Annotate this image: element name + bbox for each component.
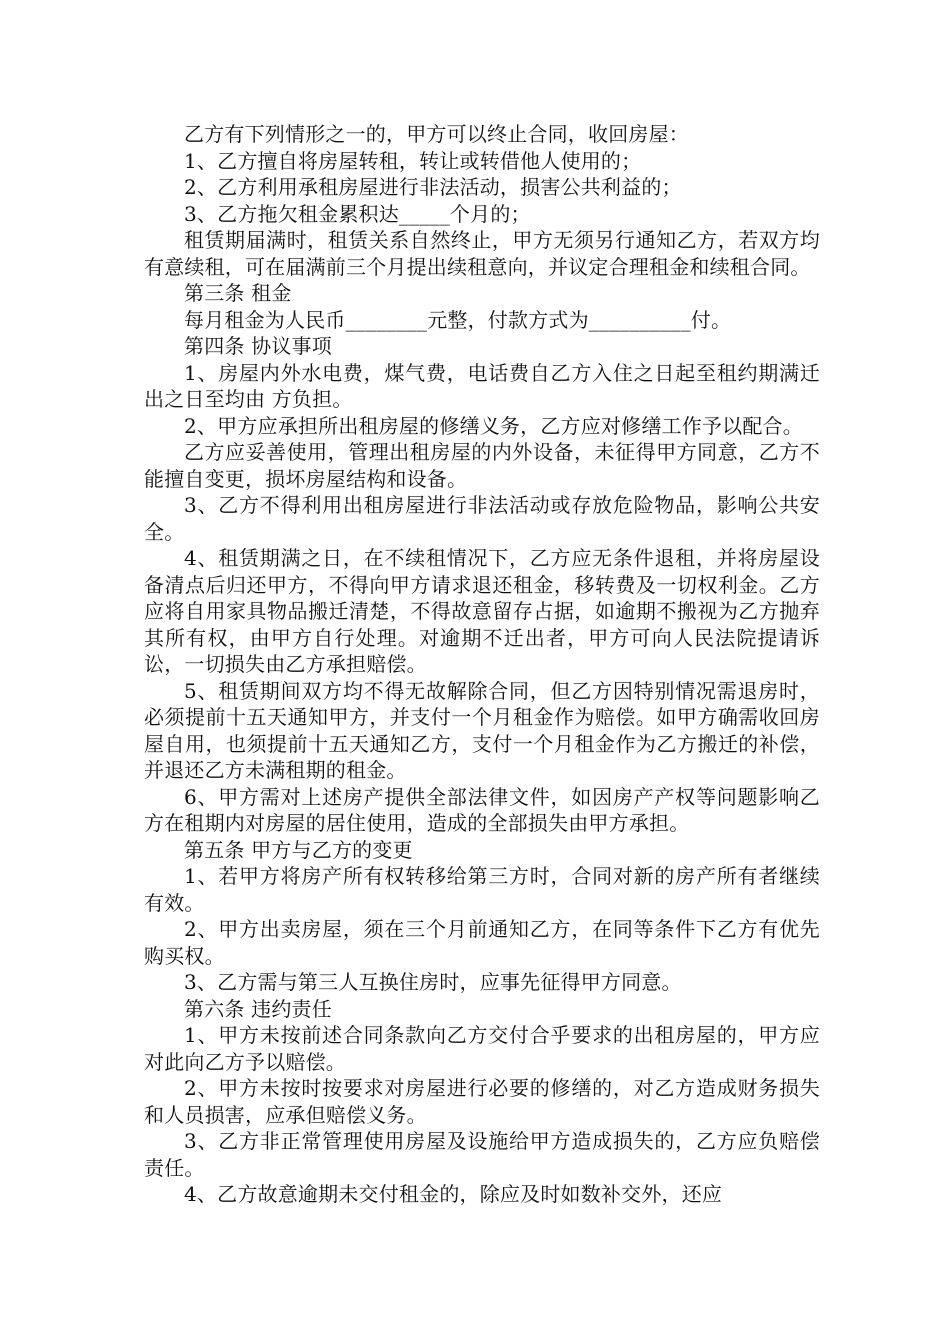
clause-item: 4、租赁期满之日，在不续租情况下，乙方应无条件退租，并将房屋设备清点后归还甲方，不得向甲方请求退还租金，移转费及一切权利金。乙方应将自用家具物品搬迁清楚，不得故意留存占据，如逾期不搬视为乙方抛弃其所有权，由甲方自行处理。对逾期不迁出者，甲方可向人民法院提请诉讼，一切损失由乙方承担赔偿。: [144, 546, 820, 676]
clause-item: 6、甲方需对上述房产提供全部法律文件，如因房产产权等问题影响乙方在租期内对房屋的居住使用，造成的全部损失由甲方承担。: [144, 784, 820, 835]
clause-item: 2、乙方利用承租房屋进行非法活动，损害公共利益的；: [184, 175, 682, 199]
clause-item: 1、房屋内外水电费，煤气费，电话费自乙方入住之日起至租约期满迁出之日至均由 方负担。: [144, 360, 820, 411]
document-body: [144, 121, 820, 1208]
clause-item: 3、乙方非正常管理使用房屋及设施给甲方造成损失的，乙方应负赔偿责任。: [144, 1129, 820, 1180]
clause-item: 3、乙方不得利用出租房屋进行非法活动或存放危险物品，影响公共安全。: [144, 493, 820, 544]
clause-item: 3、乙方需与第三人互换住房时，应事先征得甲方同意。: [184, 970, 682, 994]
paragraph: 租赁期届满时，租赁关系自然终止，甲方无须另行通知乙方，若双方均有意续租，可在届满前三个月提出续租意向，并议定合理租金和续租合同。: [144, 228, 820, 279]
section-heading: 第四条 协议事项: [184, 334, 332, 358]
section-heading: 第五条 甲方与乙方的变更: [184, 837, 413, 862]
section-heading: 第三条 租金: [184, 281, 292, 305]
clause-item: 2、甲方应承担所出租房屋的修缮义务，乙方应对修缮工作予以配合。: [184, 413, 803, 438]
clause-item: 1、若甲方将房产所有权转移给第三方时，合同对新的房产所有者继续有效。: [144, 864, 820, 915]
clause-item: 5、租赁期间双方均不得无故解除合同，但乙方因特别情况需退房时，必须提前十五天通知甲方，并支付一个月租金作为赔偿。如甲方确需收回房屋自用，也须提前十五天通知乙方，支付一个月租金作为乙方搬迁的补偿，并退还乙方未满租期的租金。: [144, 678, 820, 782]
paragraph: 每月租金为人民币________元整，付款方式为__________付。: [184, 307, 732, 332]
clause-item: 1、乙方擅自将房屋转租，转让或转借他人使用的；: [184, 148, 642, 173]
clause-item: 4、乙方故意逾期未交付租金的，除应及时如数补交外，还应: [184, 1182, 723, 1206]
clause-item: 2、甲方未按时按要求对房屋进行必要的修缮的，对乙方造成财务损失和人员损害，应承但赔偿义务。: [144, 1076, 820, 1127]
clause-item: 3、乙方拖欠租金累积达_____个月的；: [184, 201, 531, 226]
clause-item: 1、甲方未按前述合同条款向乙方交付合乎要求的出租房屋的，甲方应对此向乙方予以赔偿。: [144, 1023, 820, 1074]
paragraph: 乙方应妥善使用，管理出租房屋的内外设备，未征得甲方同意，乙方不能擅自变更，损坏房屋结构和设备。: [144, 440, 820, 491]
clause-item: 2、甲方出卖房屋，须在三个月前通知乙方，在同等条件下乙方有优先购买权。: [144, 917, 820, 968]
section-heading: 第六条 违约责任: [184, 996, 332, 1021]
paragraph: 乙方有下列情形之一的，甲方可以终止合同，收回房屋：: [184, 122, 689, 146]
